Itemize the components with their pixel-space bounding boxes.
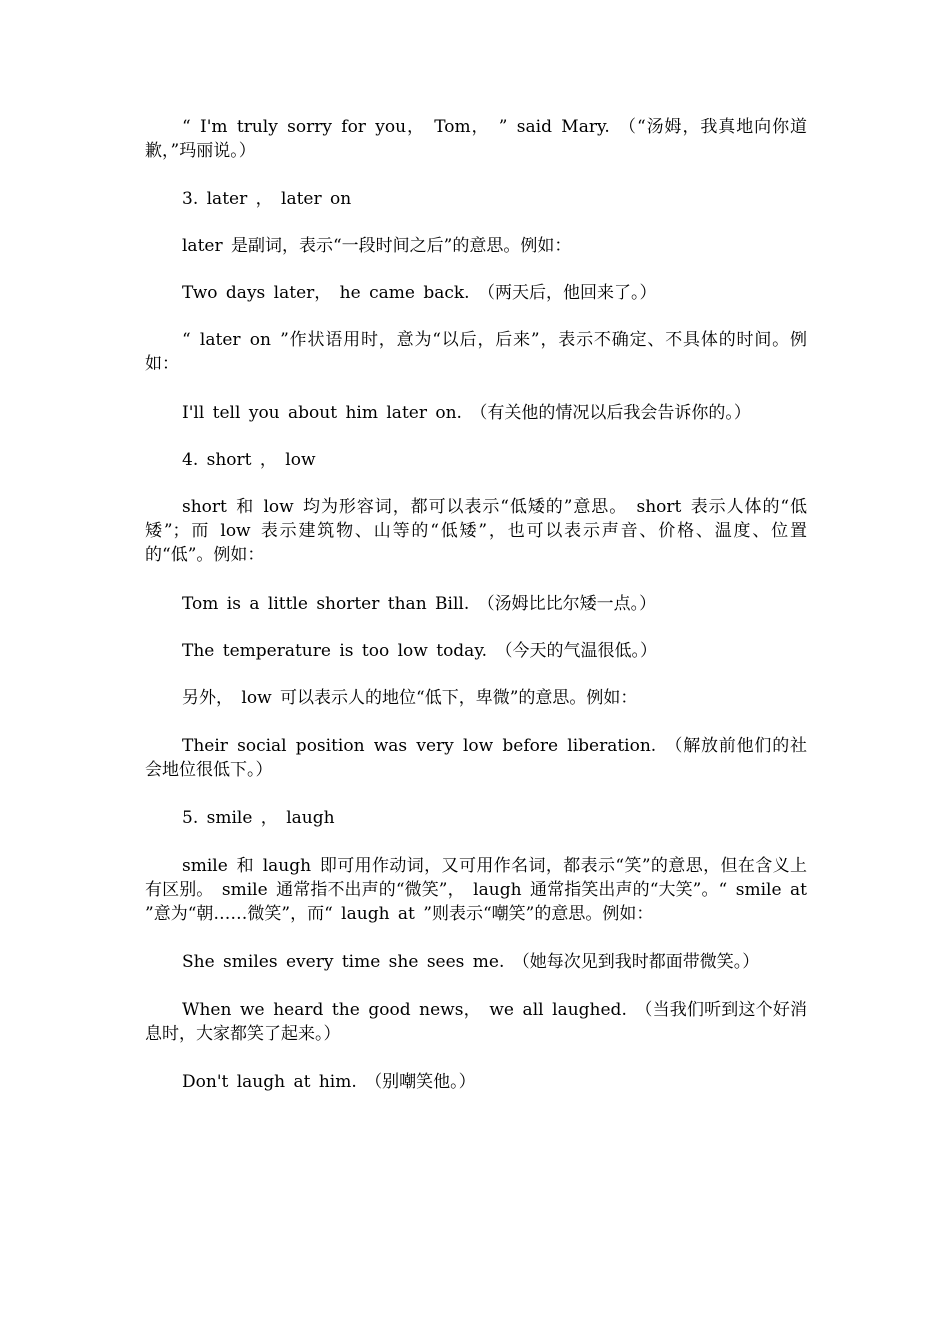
section-heading-smile-laugh: 5. smile ， laugh <box>182 808 335 828</box>
explanation-later: later 是副词，表示“一段时间之后”的意思。例如： <box>182 236 572 256</box>
example-sentence-dont-laugh: Don't laugh at him. （别嘲笑他。） <box>182 1072 476 1092</box>
explanation-low-status: 另外， low 可以表示人的地位“低下，卑微”的意思。例如： <box>182 688 638 708</box>
section-heading-short-low: 4. short ， low <box>182 450 316 470</box>
example-sentence-two-days: Two days later， he came back. （两天后，他回来了。） <box>182 283 657 303</box>
example-sentence-tom-shorter: Tom is a little shorter than Bill. （汤姆比比尔矮一点。） <box>182 594 657 614</box>
example-sentence-temperature: The temperature is too low today. （今天的气温很低。） <box>182 641 657 661</box>
example-sentence-smiles: She smiles every time she sees me. （她每次见到我时都面带微笑。） <box>182 952 760 972</box>
example-sentence-sorry: “ I'm truly sorry for you， Tom， ” said Mary. （“汤姆，我真地向你道歉，”玛丽说。） <box>145 117 807 161</box>
example-sentence-tell-you: I'll tell you about him later on. （有关他的情况以后我会告诉你的。） <box>182 403 751 423</box>
section-heading-later: 3. later ， later on <box>182 189 352 209</box>
example-sentence-social-position: Their social position was very low before liberation. （解放前他们的社会地位很低下。） <box>145 736 807 780</box>
example-sentence-good-news: When we heard the good news， we all laughed. （当我们听到这个好消息时，大家都笑了起来。） <box>145 1000 807 1044</box>
explanation-smile-laugh: smile 和 laugh 即可用作动词，又可用作名词，都表示“笑”的意思，但在含义上有区别。 smile 通常指不出声的“微笑”， laugh 通常指笑出声的“大笑”。“ smile at ”意为“朝……微笑”，而“ laugh at ”则表示“嘲笑”的意思。例如： <box>145 856 807 924</box>
explanation-short-low: short 和 low 均为形容词，都可以表示“低矮的”意思。 short 表示人体的“低矮”；而 low 表示建筑物、山等的“低矮”，也可以表示声音、价格、温度、位置的“低”。例如： <box>145 497 807 565</box>
explanation-later-on: “ later on ”作状语用时，意为“以后，后来”，表示不确定、不具体的时间。例如： <box>145 330 807 374</box>
